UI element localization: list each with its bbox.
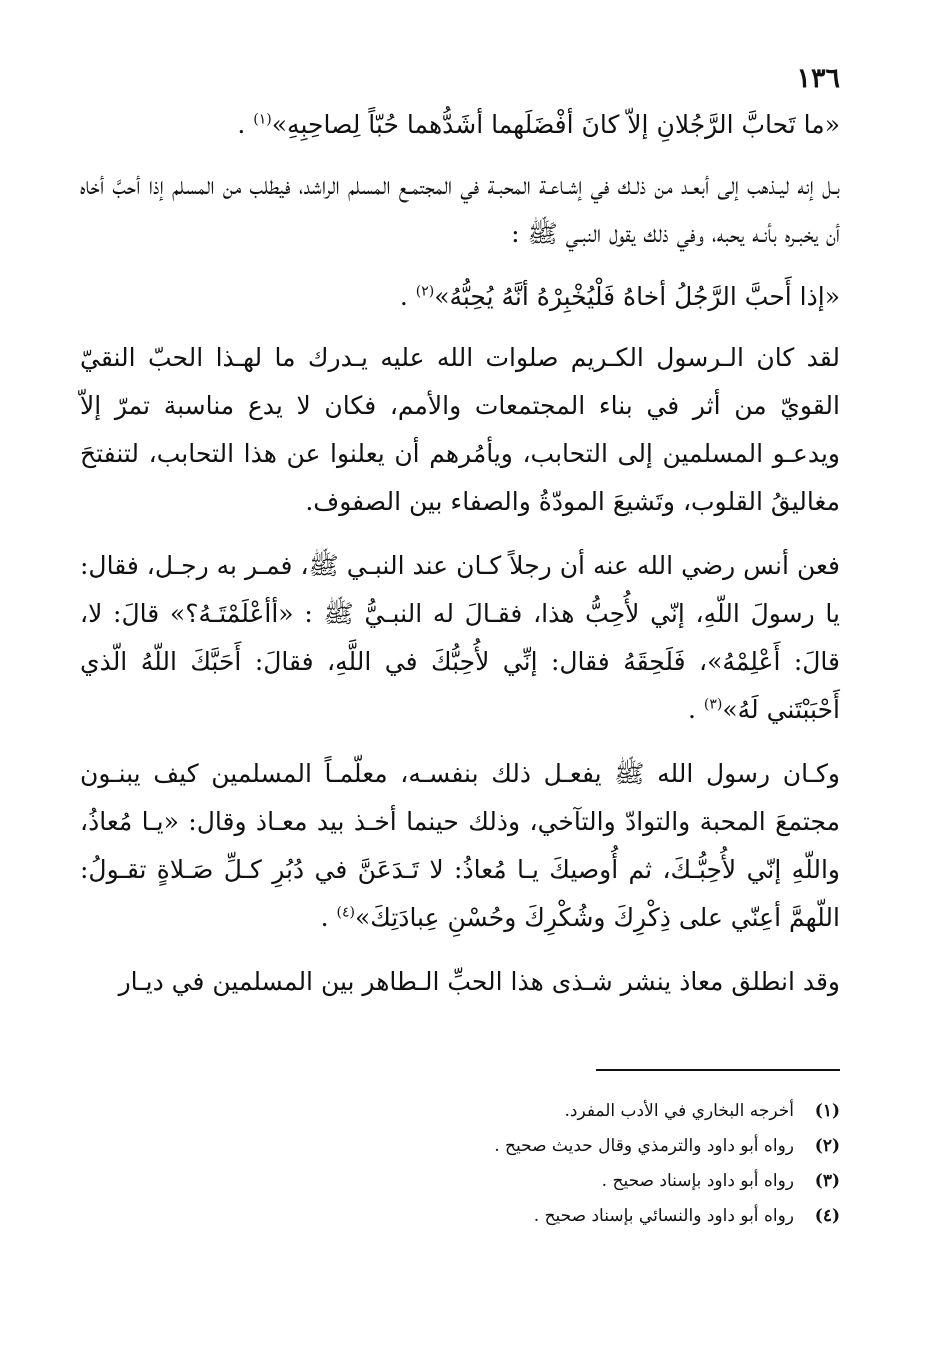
footnote-number: (٢) [814,1136,840,1156]
footnote-text: رواه أبو داود بإسناد صحيح . [601,1171,794,1191]
paragraph-4-text: وكـان رسول الله ﷺ يفعـل ذلك بنفسـه، معلّمـاً المسلمين كيف يبنـون مجتمعَ المحبة والتوادّ والتآخي، وذلك حينما أخـذ بيد معـاذ وقال: «يـا مُعاذُ، واللّهِ إنّي لأُحِبُّـكَ، ثم أُوصيكَ يـا مُعاذُ: لا تَـدَعَنَّ في دُبُرِ كـلِّ صَـلاةٍ تقـولُ: اللّهمَّ أعِنّي على ذِكْرِكَ وشُكْرِكَ وحُسْنِ عِبادَتِكَ» [80,759,840,932]
footnote-text: رواه أبو داود والنسائي بإسناد صحيح . [533,1206,794,1226]
page-body [80,62,840,1022]
paragraph-4-tail: . [320,903,337,932]
footnote-text: أخرجه البخاري في الأدب المفرد. [564,1101,794,1121]
footnotes [80,1097,840,1237]
paragraph-2 [80,334,840,526]
hadith-quote-2-tail: . [399,282,416,311]
footnote-ref-4: (٤) [336,904,355,921]
footnote-ref-3: (٣) [703,696,723,713]
footnote-divider [596,1069,840,1071]
paragraph-3-tail: . [687,695,704,724]
hadith-quote-2-text: «إذا أَحبَّ الرَّجُلُ أخاهُ فَلْيُخْبِرْهُ أنَّهُ يُحِبُّهُ» [434,282,840,311]
hadith-quote-2 [80,274,840,320]
paragraph-3-text: فعن أنس رضي الله عنه أن رجلاً كـان عند النبـي ﷺ، فمـر به رجـل، فقال: يا رسولَ اللّهِ، إنّي لأُحِبُّ هذا، فقـالَ له النبـيُّ ﷺ : «أأعْلَمْتَـهُ؟» قالَ: لا، قالَ: أَعْلِمْهُ»، فَلَحِقَهُ فقال: إنِّي لأُحِبُّكَ في اللَّهِ، فقالَ: أَحَبَّكَ اللّهُ الّذي أَحْبَبْتَني لَهُ» [80,551,840,724]
paragraph-5-text: وقد انطلق معاذ ينشر شـذى هذا الحبِّ الـطاهر بين المسلمين في ديـار [118,967,840,996]
footnote-number: (٣) [814,1171,840,1191]
hadith-quote-1 [80,102,840,148]
footnote-text: رواه أبو داود والترمذي وقال حديث صحيح . [494,1136,794,1156]
hadith-quote-1-text: «ما تَحابَّ الرَّجُلانِ إلاّ كانَ أفْضَلَهما أشَدُّهما حُبّاً لِصاحِبِهِ» [271,110,840,139]
footnote-number: (٤) [814,1206,840,1226]
paragraph-3 [80,542,840,734]
footnote-ref-2: (٢) [415,283,435,300]
footnote-ref-1: (١) [253,111,272,128]
footnote-1 [80,1097,840,1125]
paragraph-5 [80,958,840,1006]
footnote-number: (١) [814,1101,840,1121]
footnote-4 [80,1202,840,1230]
footnote-2 [80,1132,840,1160]
hadith-quote-1-tail: . [237,110,254,139]
paragraph-4 [80,750,840,942]
page-number: ١٣٦ [796,63,840,94]
footnote-3 [80,1167,840,1195]
paragraph-1-text: بـل إنه ليـذهب إلى أبعـد من ذلـك في إشـاعـة المحبـة في المجتمـع المسلم الراشد، فيطلب من المسلم إذا أحبَّ أخاه أن يخبـره بأنـه يحبه، وفي ذلك يقول النبـي ﷺ : [80,171,840,248]
paragraph-2-text: لقد كان الـرسول الكـريم صلوات الله عليه يـدرك ما لهـذا الحبّ النقيّ القويّ من أثر في بناء المجتمعات والأمم، فكان لا يدع مناسبة تمرّ إلاّ ويدعـو المسلمين إلى التحابب، ويأمُرهم أن يعلنوا عن هذا التحابب، لتنفتحَ مغاليقُ القلوب، وتَشيعَ المودّةُ والصفاء بين الصفوف. [80,343,840,516]
paragraph-1 [80,162,840,258]
